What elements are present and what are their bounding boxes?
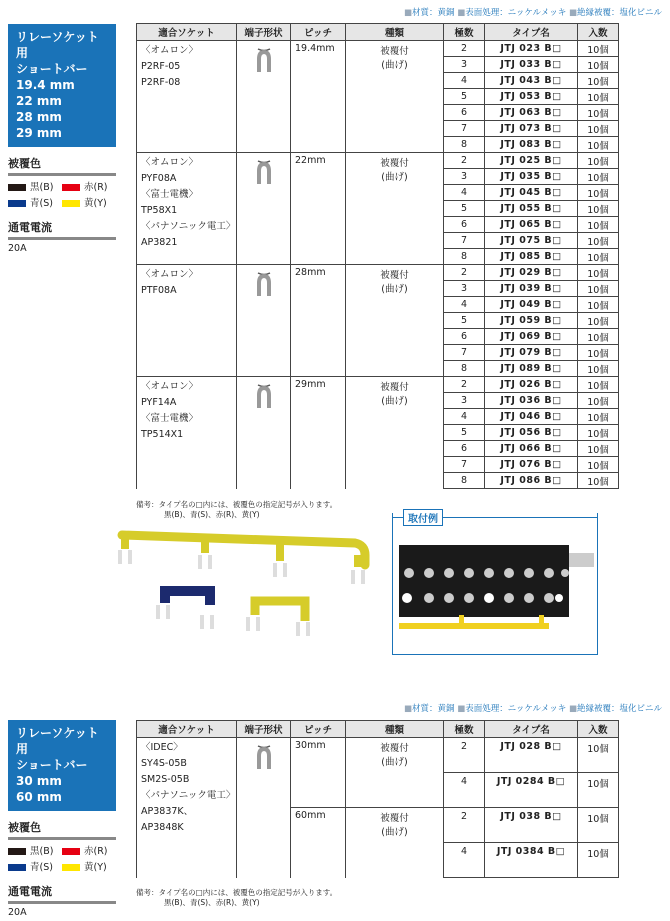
title-line: 60 mm <box>16 790 62 804</box>
material-line: ■材質：黄銅 ■表面処理：ニッケルメッキ ■絶縁被覆：塩化ビニル <box>403 8 662 18</box>
table-row: 5 JTJ 055 B□ 10個 <box>137 201 619 217</box>
section1-title <box>8 24 116 147</box>
section2-sidebar <box>8 720 116 918</box>
table-row: 4 JTJ 045 B□ 10個 <box>137 185 619 201</box>
legend-red: 赤(R) <box>62 179 116 193</box>
current-value: 20A <box>8 907 27 918</box>
table-row: 5 JTJ 056 B□ 10個 <box>137 425 619 441</box>
table-row: 8 JTJ 083 B□ 10個 <box>137 137 619 153</box>
table-row: 8 JTJ 089 B□ 10個 <box>137 361 619 377</box>
table-row: 4 JTJ 049 B□ 10個 <box>137 297 619 313</box>
title-line: ショートバー <box>16 62 88 76</box>
fork-terminal-icon <box>256 744 272 770</box>
color-legend <box>8 179 116 209</box>
spec-table-1 <box>136 23 619 489</box>
spec-table-2 <box>136 720 619 878</box>
legend-blue: 青(S) <box>8 859 62 873</box>
example-label: 取付例 <box>403 509 443 526</box>
material-line: ■材質：黄銅 ■表面処理：ニッケルメッキ ■絶縁被覆：塩化ビニル <box>403 704 662 714</box>
table-row: 4 JTJ 046 B□ 10個 <box>137 409 619 425</box>
table-row: 8 JTJ 086 B□ 10個 <box>137 473 619 489</box>
color-legend <box>8 843 116 873</box>
remark-note: 備考：タイプ名の□内には、被覆色の指定記号が入ります。 黒(B)、青(S)、赤(R)、黄(Y) <box>136 500 338 519</box>
table-row: 4 JTJ 043 B□ 10個 <box>137 73 619 89</box>
current-heading: 通電電流 <box>8 219 116 240</box>
table-row: 〈オムロン〉 PYF08A 〈富士電機〉 TP58X1 〈パナソニック電工〉 AP3821 22mm 被覆付 (曲げ) 2 JTJ 025 B□ 10個 <box>137 153 619 169</box>
title-line: リレーソケット用 <box>16 30 99 60</box>
title-line: 19.4 mm <box>16 78 75 92</box>
fork-terminal-icon <box>256 383 272 409</box>
table-row: 5 JTJ 059 B□ 10個 <box>137 313 619 329</box>
section1-sidebar <box>8 24 116 254</box>
install-example <box>392 513 598 655</box>
title-line: ショートバー <box>16 758 88 772</box>
table-row: 4 JTJ 0384 B□ 10個 <box>137 843 619 878</box>
table-row: 60mm 被覆付 (曲げ) 2 JTJ 038 B□ 10個 <box>137 808 619 843</box>
table-row: 〈オムロン〉 PYF14A 〈富士電機〉 TP514X1 29mm 被覆付 (曲げ) 2 JTJ 026 B□ 10個 <box>137 377 619 393</box>
legend-red: 赤(R) <box>62 843 116 857</box>
cover-color-heading: 被覆色 <box>8 155 116 176</box>
title-line: 22 mm <box>16 94 62 108</box>
legend-blue: 青(S) <box>8 195 62 209</box>
table-row: 8 JTJ 085 B□ 10個 <box>137 249 619 265</box>
table-row: 3 JTJ 039 B□ 10個 <box>137 281 619 297</box>
table-header: 適合ソケット 端子形状 ピッチ 種類 極数 タイプ名 入数 <box>137 721 619 738</box>
current-heading: 通電電流 <box>8 883 116 904</box>
table-row: 6 JTJ 065 B□ 10個 <box>137 217 619 233</box>
table-row: 6 JTJ 063 B□ 10個 <box>137 105 619 121</box>
table-row: 3 JTJ 033 B□ 10個 <box>137 57 619 73</box>
title-line: 29 mm <box>16 126 62 140</box>
table-row: 5 JTJ 053 B□ 10個 <box>137 89 619 105</box>
table-row: 6 JTJ 066 B□ 10個 <box>137 441 619 457</box>
table-row: 7 JTJ 075 B□ 10個 <box>137 233 619 249</box>
table-row: 6 JTJ 069 B□ 10個 <box>137 329 619 345</box>
table-row: 〈IDEC〉 SY4S-05B SM2S-05B 〈パナソニック電工〉 AP3837K、AP3848K 30mm 被覆付 (曲げ) 2 JTJ 028 B□ 10個 <box>137 738 619 773</box>
table-row: 3 JTJ 036 B□ 10個 <box>137 393 619 409</box>
fork-terminal-icon <box>256 159 272 185</box>
legend-yellow: 黄(Y) <box>62 859 116 873</box>
cover-color-heading: 被覆色 <box>8 819 116 840</box>
legend-black: 黒(B) <box>8 843 62 857</box>
socket-photo <box>399 541 594 637</box>
table-row: 4 JTJ 0284 B□ 10個 <box>137 773 619 808</box>
table-row: 7 JTJ 079 B□ 10個 <box>137 345 619 361</box>
legend-yellow: 黄(Y) <box>62 195 116 209</box>
title-line: 30 mm <box>16 774 62 788</box>
title-line: リレーソケット用 <box>16 726 99 756</box>
fork-terminal-icon <box>256 47 272 73</box>
fork-terminal-icon <box>256 271 272 297</box>
table-row: 〈オムロン〉 P2RF-05 P2RF-08 19.4mm 被覆付 (曲げ) 2 JTJ 023 B□ 10個 <box>137 41 619 57</box>
current-value: 20A <box>8 243 27 254</box>
legend-black: 黒(B) <box>8 179 62 193</box>
table-header: 適合ソケット 端子形状 ピッチ 種類 極数 タイプ名 入数 <box>137 24 619 41</box>
table-row: 7 JTJ 073 B□ 10個 <box>137 121 619 137</box>
table-row: 7 JTJ 076 B□ 10個 <box>137 457 619 473</box>
table-row: 〈オムロン〉 PTF08A 28mm 被覆付 (曲げ) 2 JTJ 029 B□ 10個 <box>137 265 619 281</box>
title-line: 28 mm <box>16 110 62 124</box>
short-bar-photo <box>110 525 380 660</box>
section2-title <box>8 720 116 811</box>
remark-note: 備考：タイプ名の□内には、被覆色の指定記号が入ります。 黒(B)、青(S)、赤(R)、黄(Y) <box>136 888 338 907</box>
table-row: 3 JTJ 035 B□ 10個 <box>137 169 619 185</box>
